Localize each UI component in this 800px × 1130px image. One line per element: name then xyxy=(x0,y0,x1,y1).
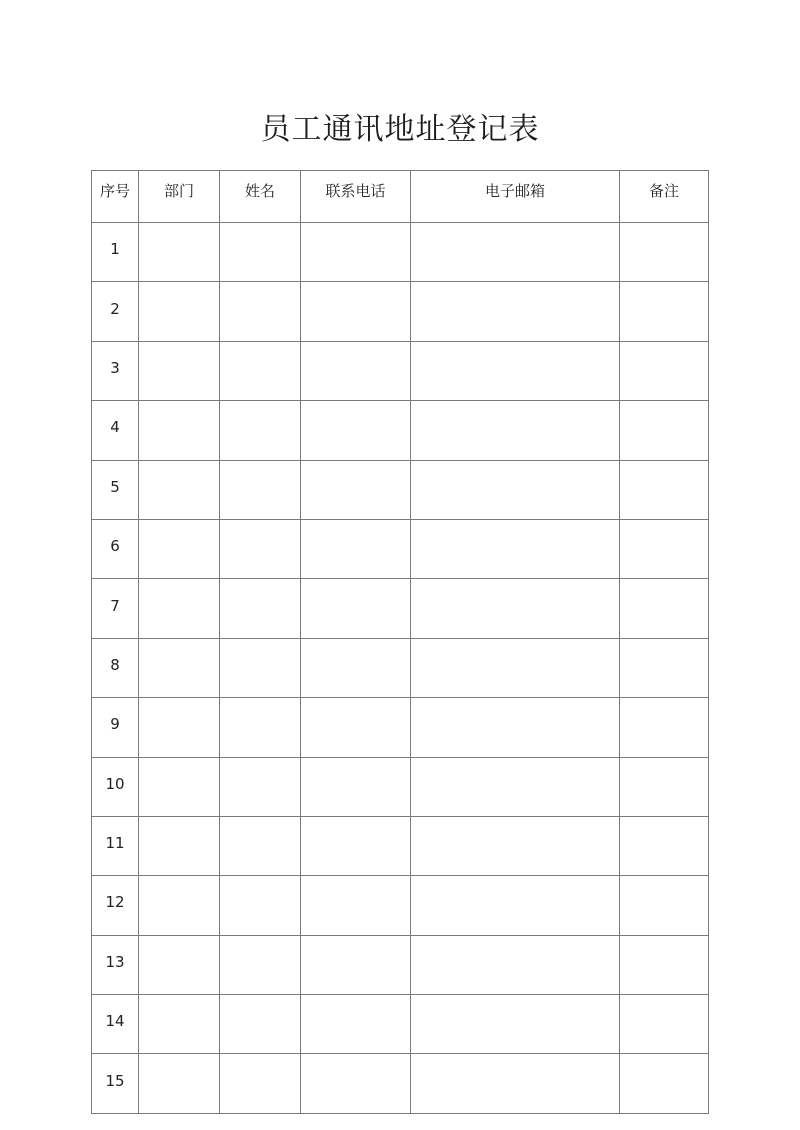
cell-email xyxy=(411,757,620,816)
cell-phone xyxy=(301,995,411,1054)
header-seq xyxy=(92,171,139,223)
row-seq: 11 xyxy=(92,816,139,875)
cell-note xyxy=(620,1054,709,1113)
row-seq: 6 xyxy=(92,519,139,578)
cell-name xyxy=(220,519,301,578)
cell-email xyxy=(411,638,620,697)
row-seq: 7 xyxy=(92,579,139,638)
cell-note xyxy=(620,579,709,638)
table-row xyxy=(92,816,709,875)
row-seq: 13 xyxy=(92,935,139,994)
row-seq: 15 xyxy=(92,1054,139,1113)
cell-phone xyxy=(301,935,411,994)
cell-note xyxy=(620,876,709,935)
cell-department xyxy=(139,698,220,757)
table-row xyxy=(92,282,709,341)
table-row xyxy=(92,638,709,697)
cell-email xyxy=(411,519,620,578)
cell-email xyxy=(411,223,620,282)
cell-department xyxy=(139,757,220,816)
table-row xyxy=(92,757,709,816)
row-seq: 10 xyxy=(92,757,139,816)
table-row xyxy=(92,401,709,460)
cell-email xyxy=(411,341,620,400)
table-body xyxy=(92,223,709,1114)
cell-name xyxy=(220,995,301,1054)
cell-email xyxy=(411,401,620,460)
cell-name xyxy=(220,935,301,994)
cell-department xyxy=(139,816,220,875)
cell-name xyxy=(220,876,301,935)
header-email xyxy=(411,171,620,223)
cell-department xyxy=(139,638,220,697)
cell-note xyxy=(620,816,709,875)
cell-email xyxy=(411,995,620,1054)
cell-email xyxy=(411,876,620,935)
cell-department xyxy=(139,579,220,638)
cell-name xyxy=(220,816,301,875)
header-phone xyxy=(301,171,411,223)
row-seq: 3 xyxy=(92,341,139,400)
cell-email xyxy=(411,698,620,757)
header-department-label: 部门 xyxy=(163,182,194,200)
table-row xyxy=(92,995,709,1054)
cell-phone xyxy=(301,638,411,697)
cell-department xyxy=(139,460,220,519)
cell-note xyxy=(620,223,709,282)
cell-note xyxy=(620,401,709,460)
cell-name xyxy=(220,341,301,400)
cell-department xyxy=(139,223,220,282)
cell-note xyxy=(620,460,709,519)
cell-department xyxy=(139,519,220,578)
cell-department xyxy=(139,935,220,994)
table-row xyxy=(92,460,709,519)
header-email-label: 电子邮箱 xyxy=(484,182,545,200)
cell-phone xyxy=(301,519,411,578)
cell-department xyxy=(139,401,220,460)
cell-note xyxy=(620,341,709,400)
cell-phone xyxy=(301,698,411,757)
cell-name xyxy=(220,757,301,816)
row-seq: 14 xyxy=(92,995,139,1054)
cell-note xyxy=(620,757,709,816)
header-phone-label: 联系电话 xyxy=(325,182,386,200)
cell-department xyxy=(139,995,220,1054)
cell-email xyxy=(411,1054,620,1113)
table-row xyxy=(92,935,709,994)
table-row xyxy=(92,223,709,282)
cell-note xyxy=(620,519,709,578)
cell-phone xyxy=(301,579,411,638)
registration-table xyxy=(91,170,709,1114)
cell-email xyxy=(411,935,620,994)
cell-email xyxy=(411,460,620,519)
cell-note xyxy=(620,935,709,994)
row-seq: 12 xyxy=(92,876,139,935)
cell-email xyxy=(411,579,620,638)
cell-phone xyxy=(301,460,411,519)
cell-name xyxy=(220,698,301,757)
cell-note xyxy=(620,638,709,697)
header-row xyxy=(92,171,709,223)
row-seq: 1 xyxy=(92,223,139,282)
cell-note xyxy=(620,698,709,757)
cell-phone xyxy=(301,341,411,400)
row-seq: 4 xyxy=(92,401,139,460)
cell-phone xyxy=(301,816,411,875)
cell-email xyxy=(411,816,620,875)
row-seq: 8 xyxy=(92,638,139,697)
cell-name xyxy=(220,401,301,460)
cell-phone xyxy=(301,876,411,935)
cell-phone xyxy=(301,223,411,282)
header-department xyxy=(139,171,220,223)
row-seq: 2 xyxy=(92,282,139,341)
cell-name xyxy=(220,460,301,519)
table-header xyxy=(92,171,709,223)
header-note-label: 备注 xyxy=(648,182,679,200)
cell-department xyxy=(139,282,220,341)
cell-phone xyxy=(301,757,411,816)
cell-name xyxy=(220,579,301,638)
cell-email xyxy=(411,282,620,341)
table-row xyxy=(92,698,709,757)
cell-note xyxy=(620,282,709,341)
page-title: 员工通讯地址登记表 xyxy=(260,112,540,147)
cell-phone xyxy=(301,401,411,460)
header-name xyxy=(220,171,301,223)
row-seq: 9 xyxy=(92,698,139,757)
table-row xyxy=(92,519,709,578)
row-seq: 5 xyxy=(92,460,139,519)
cell-department xyxy=(139,1054,220,1113)
cell-name xyxy=(220,638,301,697)
cell-name xyxy=(220,223,301,282)
header-note xyxy=(620,171,709,223)
header-name-label: 姓名 xyxy=(244,182,275,200)
table-row xyxy=(92,876,709,935)
cell-department xyxy=(139,876,220,935)
cell-name xyxy=(220,282,301,341)
table-row xyxy=(92,341,709,400)
cell-name xyxy=(220,1054,301,1113)
cell-department xyxy=(139,341,220,400)
cell-note xyxy=(620,995,709,1054)
table-row xyxy=(92,1054,709,1113)
cell-phone xyxy=(301,1054,411,1113)
table-row xyxy=(92,579,709,638)
cell-phone xyxy=(301,282,411,341)
header-seq-label: 序号 xyxy=(99,182,130,200)
